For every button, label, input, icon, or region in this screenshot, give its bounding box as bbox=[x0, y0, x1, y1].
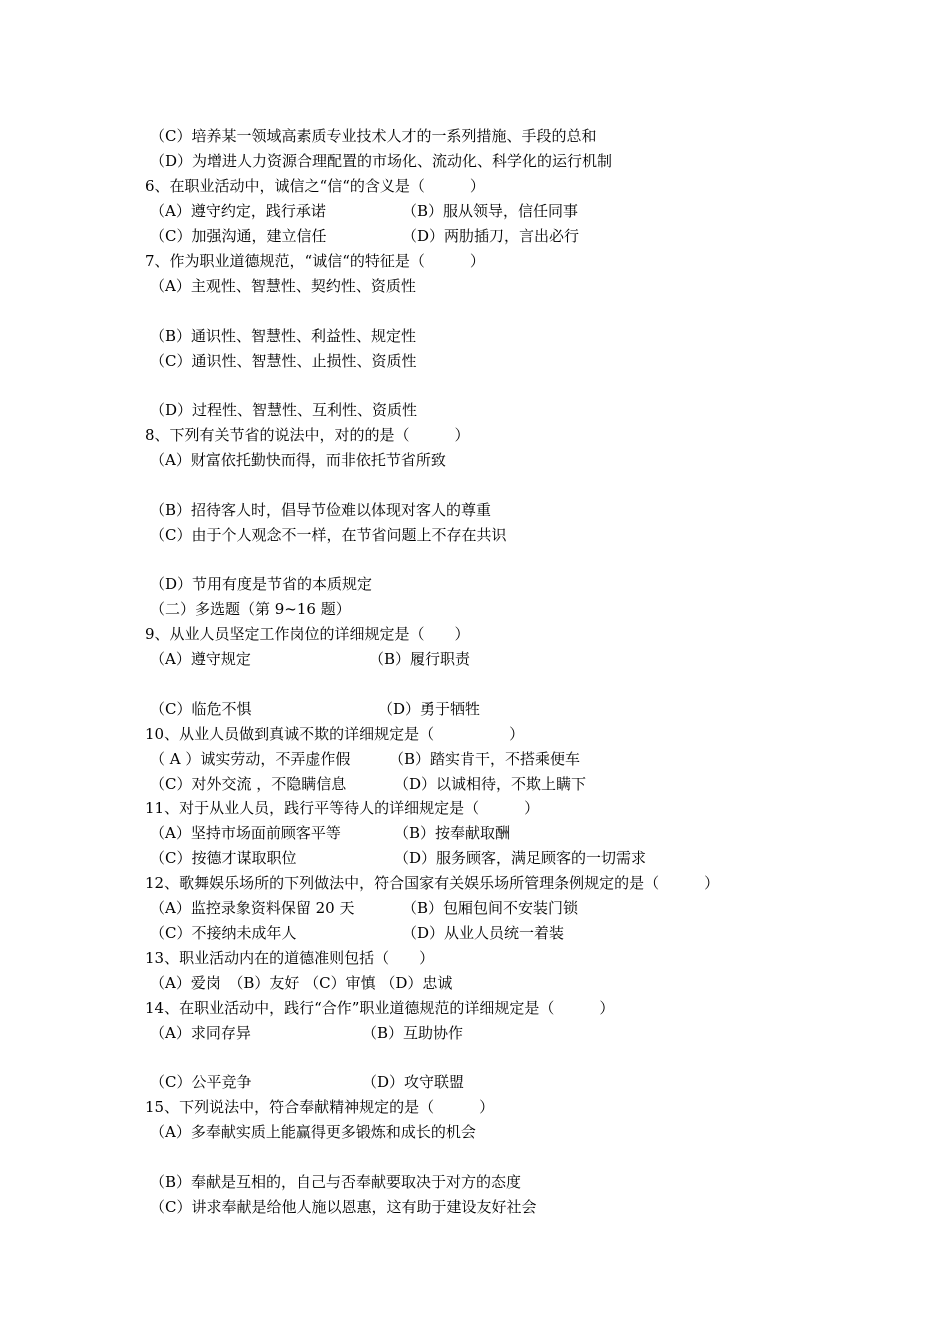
q11-option-d: （D）服务顾客，满足顾客的一切需求 bbox=[394, 849, 647, 867]
q11-option-a: （A）坚持市场面前顾客平等 bbox=[150, 824, 341, 842]
q14-option-c: （C）公平竞争 bbox=[150, 1073, 252, 1091]
question-13: 13、职业活动内在的道德准则包括（ ） bbox=[145, 949, 435, 967]
question-12: 12、歌舞娱乐场所的下列做法中，符合国家有关娱乐场所管理条例规定的是（ ） bbox=[145, 874, 720, 892]
q7-option-a: （A）主观性、智慧性、契约性、资质性 bbox=[150, 277, 416, 295]
question-15: 15、下列说法中，符合奉献精神规定的是（ ） bbox=[145, 1098, 495, 1116]
option-d-prev: （D）为增进人力资源合理配置的市场化、流动化、科学化的运行机制 bbox=[150, 152, 613, 170]
section-multiple-choice: （二）多选题（第 9~16 题） bbox=[150, 600, 351, 618]
q15-option-c: （C）讲求奉献是给他人施以恩惠，这有助于建设友好社会 bbox=[150, 1198, 537, 1216]
q14-option-b: （B）互助协作 bbox=[362, 1024, 464, 1042]
q7-option-d: （D）过程性、智慧性、互利性、资质性 bbox=[150, 401, 418, 419]
q9-option-a: （A）遵守规定 bbox=[150, 650, 251, 668]
q12-option-b: （B）包厢包间不安装门锁 bbox=[402, 899, 579, 917]
q6-option-c: （C）加强沟通，建立信任 bbox=[150, 227, 327, 245]
q14-option-a: （A）求同存异 bbox=[150, 1024, 251, 1042]
q11-option-b: （B）按奉献取酬 bbox=[394, 824, 511, 842]
q13-options: （A）爱岗 （B）友好 （C）审慎 （D）忠诚 bbox=[150, 974, 453, 992]
q8-option-b: （B）招待客人时，倡导节俭难以体现对客人的尊重 bbox=[150, 501, 492, 519]
question-7: 7、作为职业道德规范，“诚信“的特征是（ ） bbox=[145, 252, 485, 270]
q15-option-a: （A）多奉献实质上能赢得更多锻炼和成长的机会 bbox=[150, 1123, 476, 1141]
q7-option-b: （B）通识性、智慧性、利益性、规定性 bbox=[150, 327, 417, 345]
q9-option-d: （D）勇于牺牲 bbox=[378, 700, 481, 718]
q8-option-c: （C）由于个人观念不一样，在节省问题上不存在共识 bbox=[150, 526, 507, 544]
question-8: 8、下列有关节省的说法中，对的的是（ ） bbox=[145, 426, 470, 444]
q10-option-b: （B）踏实肯干，不搭乘便车 bbox=[389, 750, 581, 768]
q9-option-c: （C）临危不惧 bbox=[150, 700, 252, 718]
question-14: 14、在职业活动中，践行“合作”职业道德规范的详细规定是（ ） bbox=[145, 999, 615, 1017]
q9-option-b: （B）履行职责 bbox=[369, 650, 471, 668]
q8-option-d: （D）节用有度是节省的本质规定 bbox=[150, 575, 373, 593]
q10-option-d: （D）以诚相待，不欺上瞒下 bbox=[394, 775, 587, 793]
q8-option-a: （A）财富依托勤快而得，而非依托节省所致 bbox=[150, 451, 446, 469]
question-11: 11、对于从业人员，践行平等待人的详细规定是（ ） bbox=[145, 799, 540, 817]
q6-option-d: （D）两肋插刀，言出必行 bbox=[402, 227, 580, 245]
question-9: 9、从业人员坚定工作岗位的详细规定是（ ） bbox=[145, 625, 470, 643]
q12-option-c: （C）不接纳未成年人 bbox=[150, 924, 297, 942]
option-c-prev: （C）培养某一领域高素质专业技术人才的一系列措施、手段的总和 bbox=[150, 127, 597, 145]
q10-option-a: （ A ）诚实劳动，不弄虚作假 bbox=[150, 750, 351, 768]
q6-option-a: （A）遵守约定，践行承诺 bbox=[150, 202, 326, 220]
q14-option-d: （D）攻守联盟 bbox=[362, 1073, 465, 1091]
q10-option-c: （C）对外交流 ，不隐瞒信息 bbox=[150, 775, 347, 793]
q12-option-a: （A）监控录象资料保留 20 天 bbox=[150, 899, 355, 917]
q7-option-c: （C）通识性、智慧性、止损性、资质性 bbox=[150, 352, 417, 370]
q15-option-b: （B）奉献是互相的，自己与否奉献要取决于对方的态度 bbox=[150, 1173, 522, 1191]
q11-option-c: （C）按德才谋取职位 bbox=[150, 849, 297, 867]
question-10: 10、从业人员做到真诚不欺的详细规定是（ ） bbox=[145, 725, 525, 743]
question-6: 6、在职业活动中，诚信之“信“的含义是（ ） bbox=[145, 177, 485, 195]
q6-option-b: （B）服从领导，信任同事 bbox=[402, 202, 579, 220]
q12-option-d: （D）从业人员统一着装 bbox=[402, 924, 565, 942]
